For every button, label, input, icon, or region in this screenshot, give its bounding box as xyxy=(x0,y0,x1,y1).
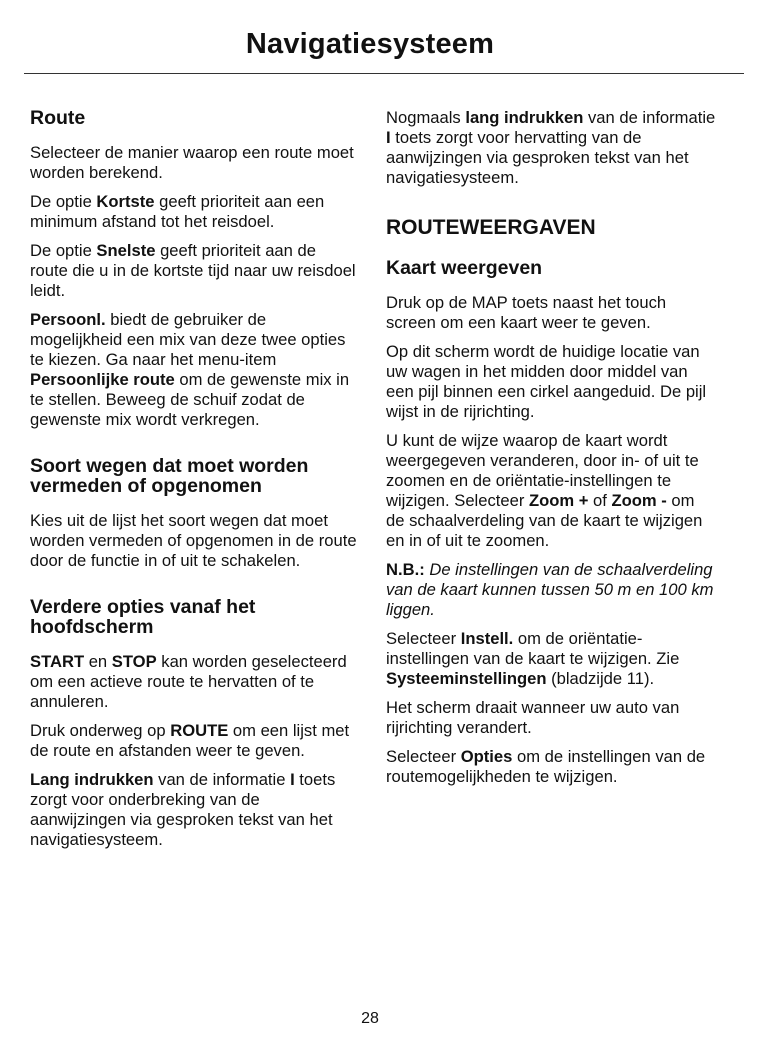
more-options-heading: Verdere opties vanaf het hoofdscherm xyxy=(30,596,256,638)
stop-label: STOP xyxy=(111,652,157,671)
page-title: Navigatiesysteem xyxy=(245,28,495,60)
text-segment: Druk onderweg op xyxy=(30,721,171,740)
opties-label: Opties xyxy=(460,747,513,766)
option-persoonl: Persoonl. xyxy=(30,310,106,329)
route-paragraph-4 xyxy=(30,310,358,430)
note-label: N.B.: xyxy=(386,560,425,579)
option-kortste: Kortste xyxy=(96,192,155,211)
page-number: 28 xyxy=(361,1010,379,1027)
route-paragraph-1: Selecteer de manier waarop een route moet worden berekend. xyxy=(30,143,354,182)
options-paragraph-3 xyxy=(30,770,358,850)
text-segment: om de oriëntatie-instellingen van de kaart te wijzigen. Zie xyxy=(386,629,680,668)
text-segment: om de instellingen van de routemogelijkheden te wijzigen. xyxy=(386,747,706,786)
option-snelste: Snelste xyxy=(96,241,156,260)
avoid-roads-paragraph: Kies uit de lijst het soort wegen dat moet worden vermeden of opgenomen in de route door de functie in of uit te schakelen. xyxy=(30,511,357,570)
text-segment: toets zorgt voor onderbreking van de aanwijzingen via gesproken tekst van het navigatiesysteem. xyxy=(30,770,336,849)
menu-item-persoonlijke-route: Persoonlijke route xyxy=(30,370,175,389)
right-column xyxy=(386,108,716,796)
instell-label: Instell. xyxy=(460,629,514,648)
section-heading-routeweergaven: ROUTEWEERGAVEN xyxy=(386,216,596,239)
zoom-out-label: Zoom - xyxy=(611,491,667,510)
systeeminstellingen-reference: Systeeminstellingen xyxy=(386,669,547,688)
long-press-label: lang indrukken xyxy=(465,108,584,127)
long-press-label: Lang indrukken xyxy=(30,770,154,789)
text-segment: Selecteer xyxy=(386,747,461,766)
map-paragraph-5: Het scherm draait wanneer uw auto van rijrichting verandert. xyxy=(386,698,680,737)
text-segment: geeft prioriteit aan de route die u in de kortste tijd naar uw reisdoel leidt. xyxy=(30,241,356,300)
title-divider xyxy=(24,73,744,74)
map-paragraph-1: Druk op de MAP toets naast het touch screen om een kaart weer te geven. xyxy=(386,293,667,332)
map-paragraph-2: Op dit scherm wordt de huidige locatie van uw wagen in het midden door middel van een pijl binnen een cirkel aangeduid. De pijl wijst in de rijrichting. xyxy=(386,342,707,421)
text-segment: of xyxy=(588,491,612,510)
left-column xyxy=(30,108,358,859)
options-paragraph-1 xyxy=(30,652,358,712)
text-segment: biedt de gebruiker de mogelijkheid een mix van deze twee opties te kiezen. Ga naar het menu-item xyxy=(30,310,346,369)
map-paragraph-4 xyxy=(386,629,716,689)
note-text: De instellingen van de schaalverdeling van de kaart kunnen tussen 50 m en 100 km liggen. xyxy=(386,560,714,619)
text-segment: kan worden geselecteerd om een actieve route te hervatten of te annuleren. xyxy=(30,652,347,711)
zoom-in-label: Zoom + xyxy=(528,491,589,510)
text-segment: om de schaalverdeling van de kaart te wijzigen en in of uit te zoomen. xyxy=(386,491,703,550)
map-paragraph-3 xyxy=(386,431,716,551)
text-segment: De optie xyxy=(30,241,97,260)
text-segment: (bladzijde 11). xyxy=(546,669,655,688)
text-segment: en xyxy=(84,652,112,671)
map-note xyxy=(386,560,716,620)
text-segment: Nogmaals xyxy=(386,108,466,127)
route-paragraph-2 xyxy=(30,192,358,232)
start-label: START xyxy=(30,652,85,671)
text-segment: U kunt de wijze waarop de kaart wordt weergegeven veranderen, door in- of uit te zoomen en de oriëntatie-instellingen te wijzigen. Selecteer xyxy=(386,431,699,510)
text-segment: De optie xyxy=(30,192,97,211)
info-key-label: I xyxy=(386,128,391,147)
info-key-label: I xyxy=(290,770,295,789)
route-label: ROUTE xyxy=(170,721,229,740)
route-heading: Route xyxy=(30,107,86,129)
text-segment: van de informatie xyxy=(583,108,716,127)
map-paragraph-6 xyxy=(386,747,716,787)
text-segment: toets zorgt voor hervatting van de aanwijzingen via gesproken tekst van het navigatiesysteem. xyxy=(386,128,689,187)
avoid-roads-heading: Soort wegen dat moet worden vermeden of opgenomen xyxy=(30,455,309,497)
options-paragraph-2 xyxy=(30,721,358,761)
map-view-heading: Kaart weergeven xyxy=(386,257,543,279)
text-segment: om een lijst met de route en afstanden weer te geven. xyxy=(30,721,350,760)
text-segment: Selecteer xyxy=(386,629,461,648)
text-segment: om de gewenste mix in te stellen. Beweeg de schuif zodat de gewenste mix wordt verkregen. xyxy=(30,370,350,429)
text-segment: van de informatie xyxy=(153,770,291,789)
text-segment: geeft prioriteit aan een minimum afstand tot het reisdoel. xyxy=(30,192,325,231)
route-paragraph-3 xyxy=(30,241,358,301)
resume-paragraph xyxy=(386,108,716,188)
